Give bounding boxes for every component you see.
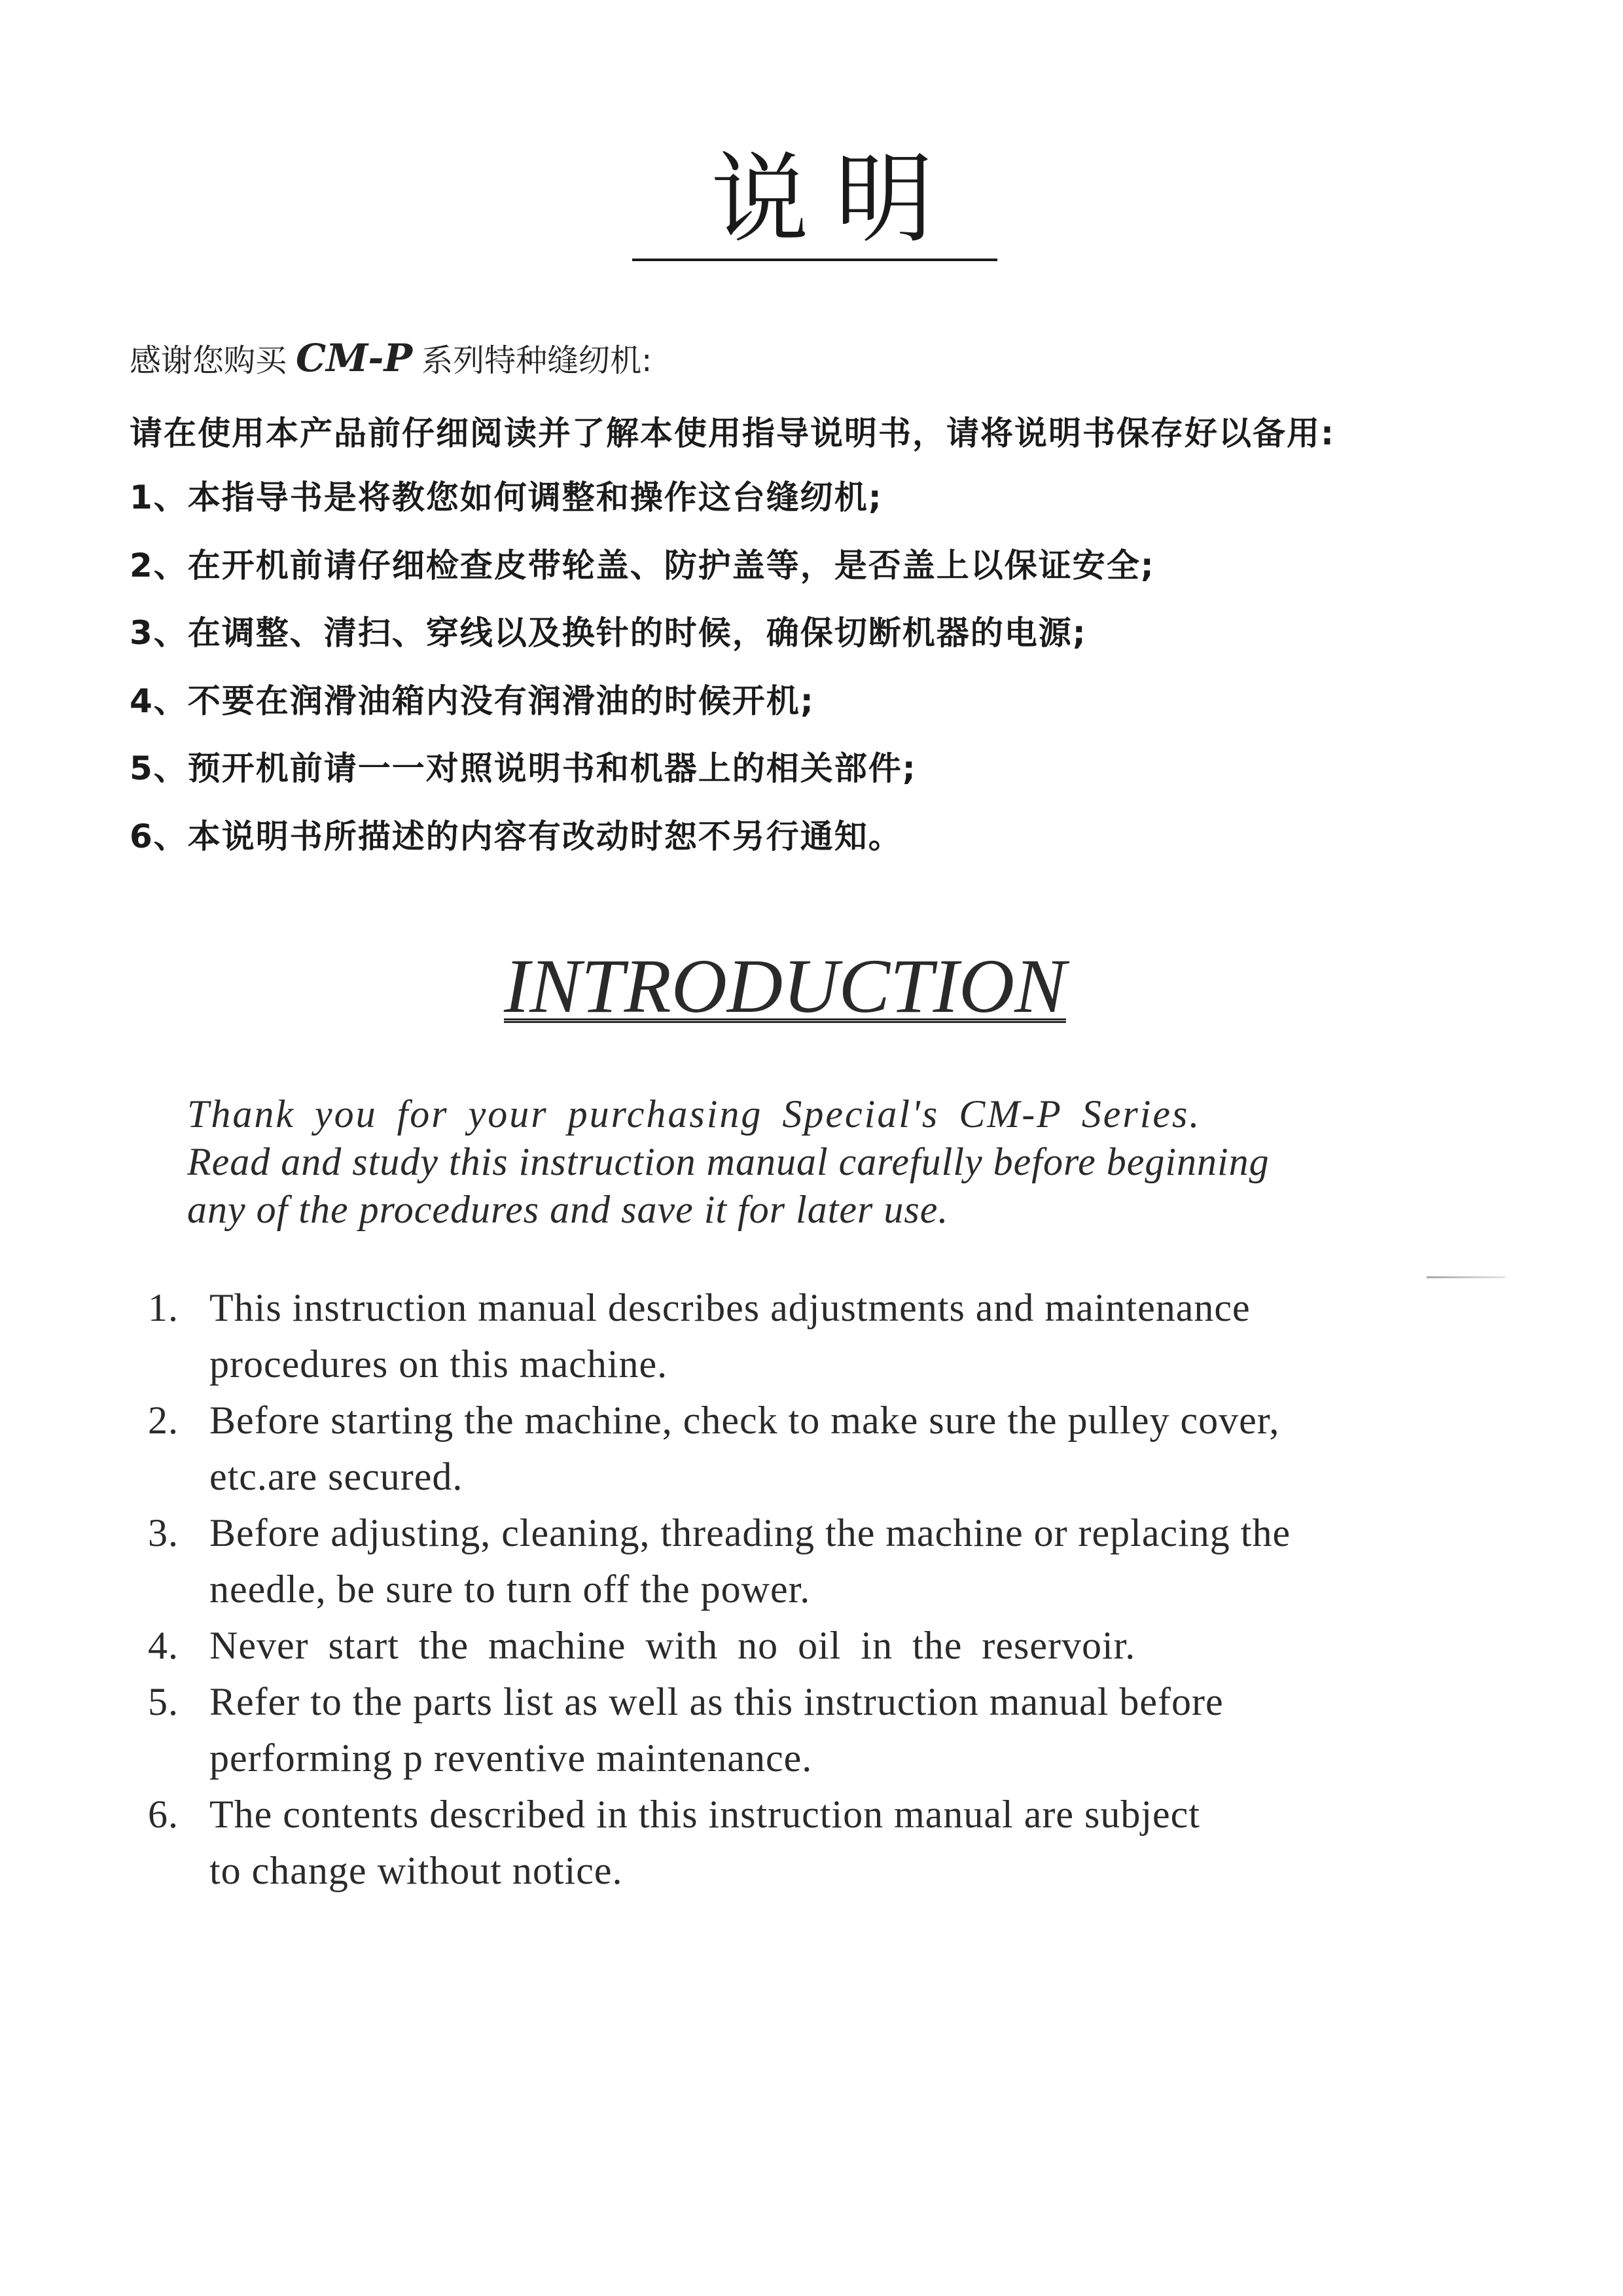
cn-thanks-suffix: 系列特种缝纫机: — [421, 342, 652, 379]
cn-notice-line: 请在使用本产品前仔细阅读并了解本使用指导说明书，请将说明书保存好以备用: — [130, 414, 1335, 452]
cn-list-item: 4、不要在润滑油箱内没有润滑油的时候开机; — [130, 681, 815, 720]
cn-list-item: 3、在调整、清扫、穿线以及换针的时候，确保切断机器的电源; — [130, 614, 1087, 652]
en-item-number: 1. — [148, 1286, 179, 1329]
cn-list-item: 2、在开机前请仔细检查皮带轮盖、防护盖等，是否盖上以保证安全; — [130, 546, 1155, 584]
scan-mark — [1427, 1276, 1505, 1278]
cn-list-item: 1、本指导书是将教您如何调整和操作这台缝纫机; — [130, 478, 883, 516]
en-intro-line: any of the procedures and save it for later use. — [187, 1188, 949, 1231]
en-item-number: 2. — [148, 1399, 179, 1442]
en-item-line: procedures on this machine. — [209, 1342, 668, 1386]
en-item-line: to change without notice. — [209, 1849, 623, 1892]
en-list-item — [148, 1280, 1291, 1392]
cn-title-underline — [632, 259, 997, 261]
en-item-number: 5. — [148, 1680, 179, 1723]
en-item-number: 4. — [148, 1624, 179, 1667]
en-item-line: The contents described in this instruction manual are subject — [209, 1793, 1200, 1836]
en-item-line: etc.are secured. — [209, 1455, 463, 1498]
cn-precaution-list — [130, 475, 1155, 881]
en-list-item — [148, 1392, 1291, 1505]
en-item-number: 3. — [148, 1511, 179, 1554]
en-heading: INTRODUCTION — [504, 943, 1066, 1029]
en-precaution-list — [148, 1280, 1291, 1899]
cn-thanks-prefix: 感谢您购买 — [130, 342, 287, 379]
en-item-line: Before starting the machine, check to make sure the pulley cover, — [209, 1399, 1280, 1442]
en-list-item — [148, 1505, 1291, 1617]
cn-list-item: 5、预开机前请一一对照说明书和机器上的相关部件; — [130, 749, 917, 787]
en-item-line: needle, be sure to turn off the power. — [209, 1568, 811, 1611]
en-intro-line: Thank you for your purchasing Special's CM-P Series. — [187, 1092, 1202, 1136]
en-item-line: Refer to the parts list as well as this instruction manual before — [209, 1680, 1224, 1723]
en-item-line: performing p reventive maintenance. — [209, 1736, 813, 1780]
en-list-item — [148, 1786, 1291, 1899]
cn-title: 说明 — [711, 143, 960, 257]
cn-thanks-line — [130, 335, 652, 384]
en-item-line: Before adjusting, cleaning, threading the machine or replacing the — [209, 1511, 1291, 1554]
en-item-line: This instruction manual describes adjustments and maintenance — [209, 1286, 1251, 1329]
cn-list-item: 6、本说明书所描述的内容有改动时恕不另行通知。 — [130, 817, 902, 855]
en-intro-paragraph — [187, 1090, 1270, 1234]
en-intro-line: Read and study this instruction manual carefully before beginning — [187, 1140, 1270, 1183]
en-list-item — [148, 1674, 1291, 1786]
en-item-number: 6. — [148, 1793, 179, 1836]
en-item-line: Never start the machine with no oil in the reservoir. — [209, 1624, 1136, 1667]
cn-title-block — [632, 134, 999, 265]
en-list-item — [148, 1617, 1291, 1674]
cn-model-name: CM-P — [296, 336, 413, 380]
